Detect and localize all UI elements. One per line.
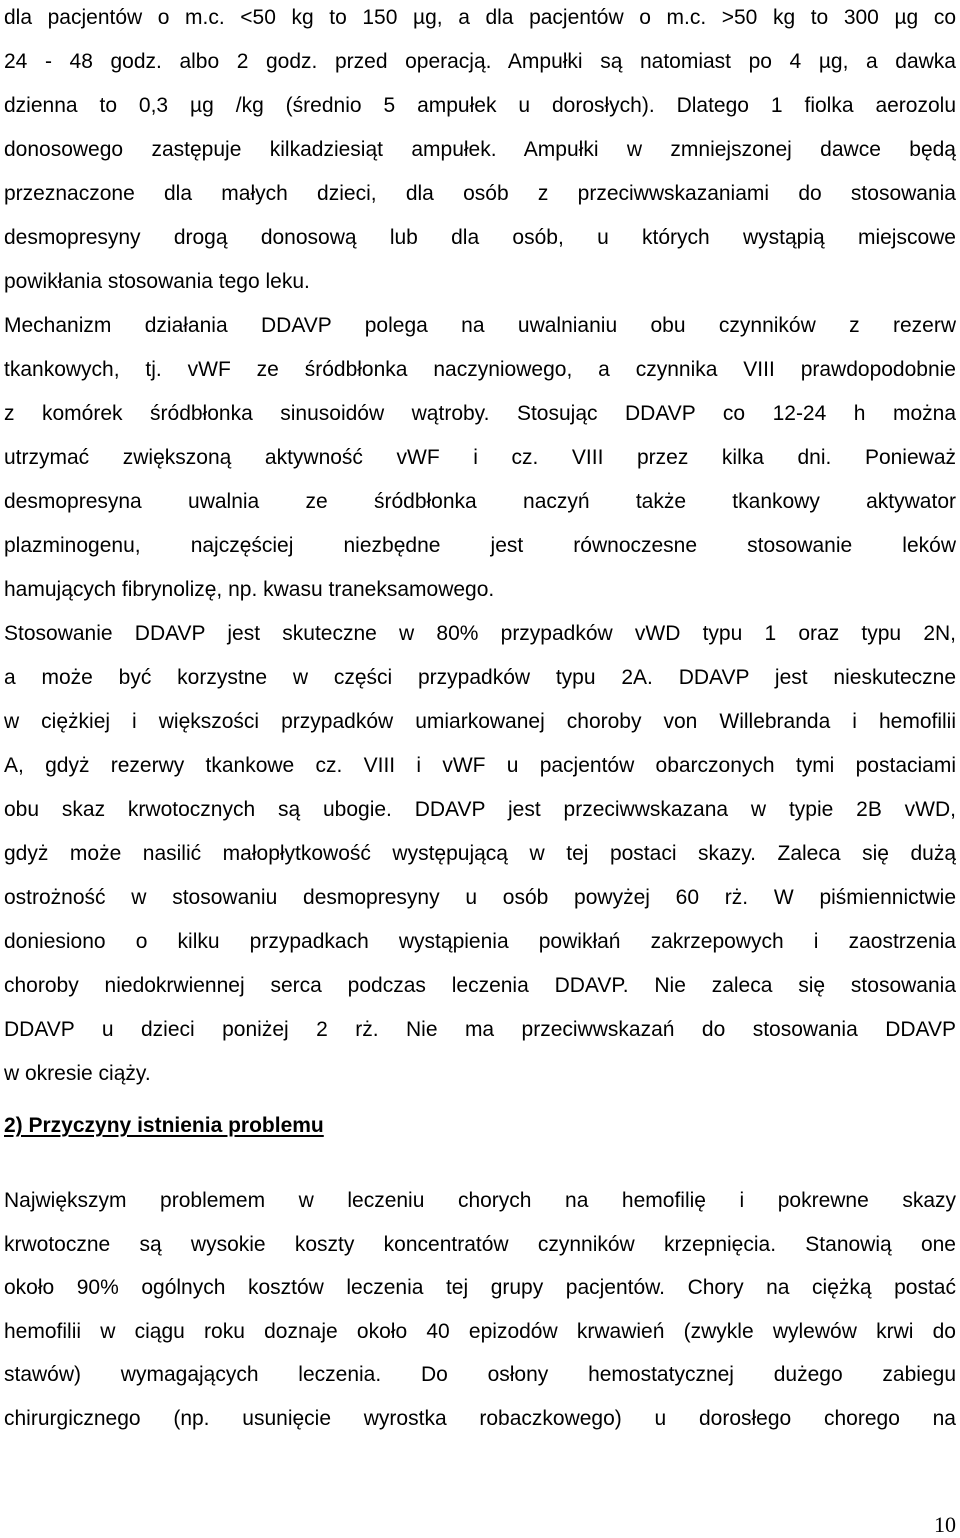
text-line: desmopresyna uwalnia ze śródbłonka naczyń także tkankowy aktywator bbox=[4, 490, 956, 513]
text-line: 24 - 48 godz. albo 2 godz. przed operacją. Ampułki są natomiast po 4 µg, a dawka bbox=[4, 50, 956, 73]
text-line: w okresie ciąży. bbox=[4, 1062, 151, 1085]
text-line: donosowego zastępuje kilkadziesiąt ampułek. Ampułki w zmniejszonej dawce będą bbox=[4, 138, 956, 161]
text-line: w ciężkiej i większości przypadków umiarkowanej choroby von Willebranda i hemofilii bbox=[4, 710, 956, 733]
text-line: z komórek śródbłonka sinusoidów wątroby. Stosując DDAVP co 12-24 h można bbox=[4, 402, 956, 425]
text-line: Stosowanie DDAVP jest skuteczne w 80% przypadków vWD typu 1 oraz typu 2N, bbox=[4, 622, 956, 645]
text-line: DDAVP u dzieci poniżej 2 rż. Nie ma przeciwwskazań do stosowania DDAVP bbox=[4, 1018, 956, 1041]
text-line: dla pacjentów o m.c. <50 kg to 150 µg, a dla pacjentów o m.c. >50 kg to 300 µg co bbox=[4, 6, 956, 29]
text-line: a może być korzystne w części przypadków typu 2A. DDAVP jest nieskuteczne bbox=[4, 666, 956, 689]
text-line: krwotoczne są wysokie koszty koncentratów czynników krzepnięcia. Stanowią one bbox=[4, 1233, 956, 1256]
text-line: przeznaczone dla małych dzieci, dla osób z przeciwwskazaniami do stosowania bbox=[4, 182, 956, 205]
text-line: około 90% ogólnych kosztów leczenia tej grupy pacjentów. Chory na ciężką postać bbox=[4, 1276, 956, 1299]
text-line: doniesiono o kilku przypadkach wystąpienia powikłań zakrzepowych i zaostrzenia bbox=[4, 930, 956, 953]
text-line: gdyż może nasilić małopłytkowość występującą w tej postaci skazy. Zaleca się dużą bbox=[4, 842, 956, 865]
section-heading: 2) Przyczyny istnienia problemu bbox=[4, 1114, 324, 1137]
text-line: obu skaz krwotocznych są ubogie. DDAVP jest przeciwwskazana w typie 2B vWD, bbox=[4, 798, 956, 821]
text-line: dzienna to 0,3 µg /kg (średnio 5 ampułek u dorosłych). Dlatego 1 fiolka aerozolu bbox=[4, 94, 956, 117]
text-line: tkankowych, tj. vWF ze śródbłonka naczyniowego, a czynnika VIII prawdopodobnie bbox=[4, 358, 956, 381]
text-line: stawów) wymagających leczenia. Do osłony hemostatycznej dużego zabiegu bbox=[4, 1363, 956, 1386]
text-line: hamujących fibrynolizę, np. kwasu traneksamowego. bbox=[4, 578, 495, 601]
text-line: utrzymać zwiększoną aktywność vWF i cz. VIII przez kilka dni. Ponieważ bbox=[4, 446, 956, 469]
text-line: choroby niedokrwiennej serca podczas leczenia DDAVP. Nie zaleca się stosowania bbox=[4, 974, 956, 997]
text-line: hemofilii w ciągu roku doznaje około 40 epizodów krwawień (zwykle wylewów krwi do bbox=[4, 1320, 956, 1343]
text-line: Największym problemem w leczeniu chorych na hemofilię i pokrewne skazy bbox=[4, 1189, 956, 1212]
text-line: A, gdyż rezerwy tkankowe cz. VIII i vWF u pacjentów obarczonych tymi postaciami bbox=[4, 754, 956, 777]
page-number: 10 bbox=[934, 1512, 956, 1537]
text-line: powikłania stosowania tego leku. bbox=[4, 270, 310, 293]
text-line: Mechanizm działania DDAVP polega na uwalnianiu obu czynników z rezerw bbox=[4, 314, 956, 337]
text-line: chirurgicznego (np. usunięcie wyrostka robaczkowego) u dorosłego chorego na bbox=[4, 1407, 956, 1430]
text-line: desmopresyny drogą donosową lub dla osób, u których wystąpią miejscowe bbox=[4, 226, 956, 249]
text-line: plazminogenu, najczęściej niezbędne jest równoczesne stosowanie leków bbox=[4, 534, 956, 557]
text-line: ostrożność w stosowaniu desmopresyny u osób powyżej 60 rż. W piśmiennictwie bbox=[4, 886, 956, 909]
